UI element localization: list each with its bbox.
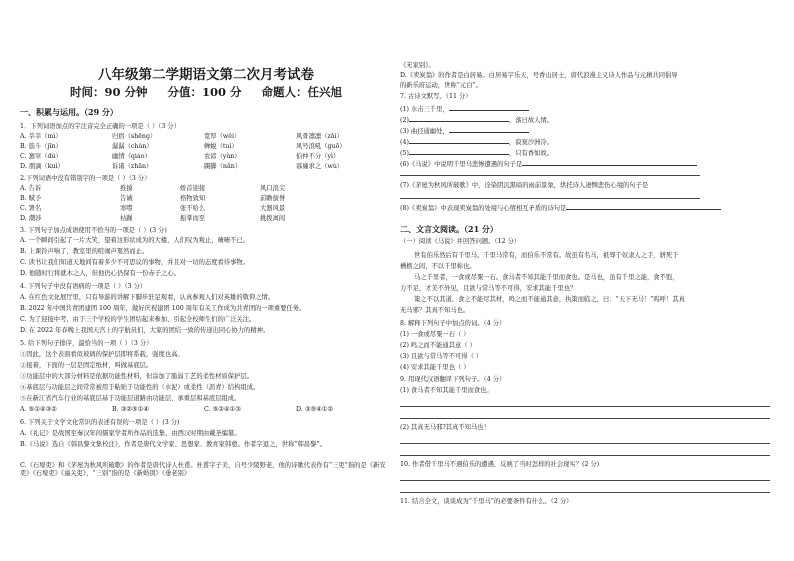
q3-option-c: C. 读书让我们知道天地间有着多少不可思议的事物，并且对一切的态度看待事物。 xyxy=(20,259,249,266)
q11-stem: 11. 结合全文，谈谈成为“千里马”的必要条件有什么。（2 分） xyxy=(400,498,573,505)
q4-stem: 4. 下列句子中没有语病的一项是（ ）（3 分） xyxy=(20,283,147,290)
exam-meta xyxy=(20,84,392,100)
passage-line: 世有伯乐然后有千里马。千里马常有，而伯乐不常有。故虽有名马，祇辱于奴隶人之手，骈死于 xyxy=(414,252,679,259)
answer-line xyxy=(400,443,770,444)
q9-sentence-1: (1) 食马者不知其能千里而食也。 xyxy=(400,387,493,394)
exam-title: 八年级第二学期语文第二次月考试卷 xyxy=(98,67,314,83)
q7-answer-blank[interactable] xyxy=(409,137,509,144)
passage-line: 槽枥之间，不以千里称也。 xyxy=(400,263,476,270)
q3-stem: 3. 下列句子加点成语使用不恰当的一项是（ ）(3 分) xyxy=(20,227,167,234)
q5-sentence-1: ①因此，这个表面看似玻璃的保护层即将系载，强度也高。 xyxy=(20,351,184,358)
q5-stem: 5. 给下列句子排序，最恰当的一项（ ）（3 分） xyxy=(20,340,153,347)
q5-choices: A. ⑤①④③② B. ③②⑤①④ C. ⑤②④①③ D. ③⑤④①② xyxy=(20,406,334,413)
q5-sentence-2: ②接着，下面的一层是固定纸材，叫做基底层。 xyxy=(20,362,153,369)
answer-line xyxy=(400,455,770,456)
passage-line: 马之千里者，一食或尽粟一石。食马者不知其能千里而食也。是马也，虽有千里之能，食不饱， xyxy=(414,274,679,281)
q6-option-a: A.《礼记》是战国至秦汉年间儒家学者所作品的选集，由西汉时期由戴圣编纂。 xyxy=(20,430,241,437)
q1-row-a: A. 莘莘（mì） 归宿（shēng） 宽厚（wěi） 风骨凛凛（zǎi） xyxy=(20,133,343,140)
q7-item-4: (4) ，寂寞沙洲冷。 xyxy=(400,139,553,146)
q6-option-c: C.《石壕吏》和《茅屋为秋风所破歌》的作者是唐代诗人杜甫。杜甫字子美，自号少陵野老，他的诗歌代表作有“三吏”指的是《新安吏》《石壕吏》《潼关吏》，“三别”指的是《新婚别》《垂老别》 xyxy=(20,462,386,477)
q2-row-b: B. 赋予 告诫 格物致知 前瞻拔誉 xyxy=(20,195,286,202)
q7-answer-blank[interactable] xyxy=(409,148,509,155)
answer-line xyxy=(400,418,770,419)
q3-option-a: A. 一个瞬间引起了一片大笑，望着这形状成为的大楼，人们叹为观止，啧啧不已。 xyxy=(20,237,249,244)
answer-line xyxy=(400,198,700,199)
q6-option-d-cont: 的新乐府运动，世称“元白”。 xyxy=(400,82,483,89)
passage-line: 策之不以其道，食之不能尽其材，鸣之而不能通其意，执策而临之，曰：“天下无马！”呜呼！其真 xyxy=(414,296,685,303)
q7-answer-blank[interactable] xyxy=(522,159,697,166)
q7-answer-blank[interactable] xyxy=(449,104,529,111)
q4-option-b: B. 2022 年中国共青团建团 100 周年，做好庆祝建团 100 周年有关工作成为共青团的一项重要任务。 xyxy=(20,305,306,312)
q7-item-2: (2) ，落日故人情。 xyxy=(400,117,553,124)
q4-option-d: D. 在 2022 年春晚上我国天宫上的宇航员们，大家的团结一致的传递出同心协力的精神。 xyxy=(20,327,270,334)
q7-item-6: (6)《马说》中说明千里马悲惨遭遇的句子是 xyxy=(400,159,697,169)
section-2-title: 二、文言文阅读。（21 分） xyxy=(400,224,498,234)
part-1-title: （一）阅读《马说》并回答问题。（12 分） xyxy=(400,238,521,245)
q8-item-3: (3) 且欲与常马等不可得（ ） xyxy=(400,353,483,360)
q7-item-1: (1) 水击三千里， xyxy=(400,104,529,114)
q4-option-a: A. 在红色文化展厅里，只有导游的讲解下脚步驻足观看，认真参观人们对英雄的敬仰之情。 xyxy=(20,294,275,301)
section-1-title: 一、积累与运用。（29 分） xyxy=(20,107,118,117)
q7-item-3: (3) 曲径通幽处， xyxy=(400,126,529,136)
q1-row-d: D. 朋滴（kuì） 诉诸（zhān） 蹑脚（nān） 寡廉求之（wù） xyxy=(20,163,344,170)
exam-author: 命题人：任兴旭 xyxy=(261,85,343,99)
q2-row-d: D. 潮涉 枯躁 振掌而至 挑拨离间 xyxy=(20,215,286,222)
q10-stem: 10. 作者借千里马不遇伯乐的遭遇，反映了当时怎样的社会现实？(2 分) xyxy=(400,461,600,468)
q2-row-c: C. 署名 寒噤 张不哈么 大器风景 xyxy=(20,205,286,212)
q9-sentence-2: (2) 其真无马邪?其真不知马也！ xyxy=(400,424,490,431)
q1-row-b: B. 筋斗（jīn） 潺潺（chán） 蝉蜕（tuì） 风号浪吼（guō） xyxy=(20,143,346,150)
q7-stem: 7. 古诗文默写。（11 分） xyxy=(400,93,472,100)
q2-stem: 2.下列词语中没有错别字的一项是（ ）（3 分） xyxy=(20,175,151,182)
exam-time: 时间：90 分钟 xyxy=(69,85,148,99)
passage-line: 无马邪？其真不知马也。 xyxy=(400,307,470,314)
q6-option-b: B.《马说》选自《韩昌黎文集校注》，作者是唐代文学家、思想家、教育家韩愈。作者字退之，世称“韩昌黎”。 xyxy=(20,441,326,448)
q5-sentence-3: ③功能层中的大部分材料是依据功能性材料，但涂加了脆弱工艺的柔性材质保护层。 xyxy=(20,373,253,380)
q1-stem: 1．下列词语加点的字注音完全正确的一项是（ ）（3 分） xyxy=(20,123,180,130)
q5-sentence-4: ④基底层与功能层之间常常被用于粘贴于功能性的（水泥）或柔性（沥青）结构组成。 xyxy=(20,384,260,391)
answer-line xyxy=(400,175,700,176)
q6-continued-1: 《无家别》。 xyxy=(400,62,435,69)
q2-row-a: A. 告诉 推搡 娇首迎接 风口浪尖 xyxy=(20,185,286,192)
passage-line: 力不足，才美不外见，且欲与常马等不可得，安求其能千里也？ xyxy=(400,285,577,292)
q1-row-c: C. 窸窣（dù） 幽情（qiáo） 农谚（yàn） 伯仲不分（yì） xyxy=(20,153,340,160)
q7-answer-blank[interactable] xyxy=(409,115,509,122)
q6-option-d: D.《卖炭翁》的作者是白居易。白居易字乐天，号香山居士，唐代浪漫主义诗人作品与元稹共同倡导 xyxy=(400,72,678,79)
q3-option-d: D. 他随时行将就木之人，但他仍心仍保有一份赤子之心。 xyxy=(20,270,180,277)
exam-score: 分值：100 分 xyxy=(167,85,242,99)
q7-item-8: (8)《卖炭翁》中表现卖炭翁的处境与心情相互矛盾的诗句是 xyxy=(400,203,721,213)
q6-stem: 6. 下列关于文学文化常识的表述有误的一项是（ ）(3 分) xyxy=(20,419,180,426)
q8-item-2: (2) 鸣之而不能通其意（ ） xyxy=(400,342,476,349)
q7-item-5: (5) ，只有香如故。 xyxy=(400,150,553,157)
q4-option-c: C. 为了迎接中考，由于三个学校的学生团结起来参加，引起全校师生们的广泛关注。 xyxy=(20,316,256,323)
answer-line xyxy=(400,480,770,481)
q5-sentence-5: ⑤在新江省汽车行业的基底层基于功能层道路由功能层、承重层和基底层组成。 xyxy=(20,395,241,402)
q9-stem: 9. 用现代汉语翻译下列句子。（4 分） xyxy=(400,376,506,383)
answer-line xyxy=(400,406,770,407)
q8-item-1: (1) 一食或尽粟一石（ ） xyxy=(400,331,470,338)
answer-line xyxy=(400,492,770,493)
q7-answer-blank[interactable] xyxy=(566,203,721,210)
q7-item-7: (7)《茅屋为秋风所破歌》中，诠染阴沉黑暗的雨前景象，烘托诗人凄恻悲伤心境的句子是 xyxy=(400,182,649,189)
q3-option-b: B. 上课铃声响了，教室里的喧闹声戛然而止。 xyxy=(20,248,149,255)
q8-item-4: (4) 安求其能千里也（ ） xyxy=(400,364,470,371)
q7-answer-blank[interactable] xyxy=(449,126,529,133)
q8-stem: 8. 解释下列句子中加点的词。（4 分） xyxy=(400,320,506,327)
